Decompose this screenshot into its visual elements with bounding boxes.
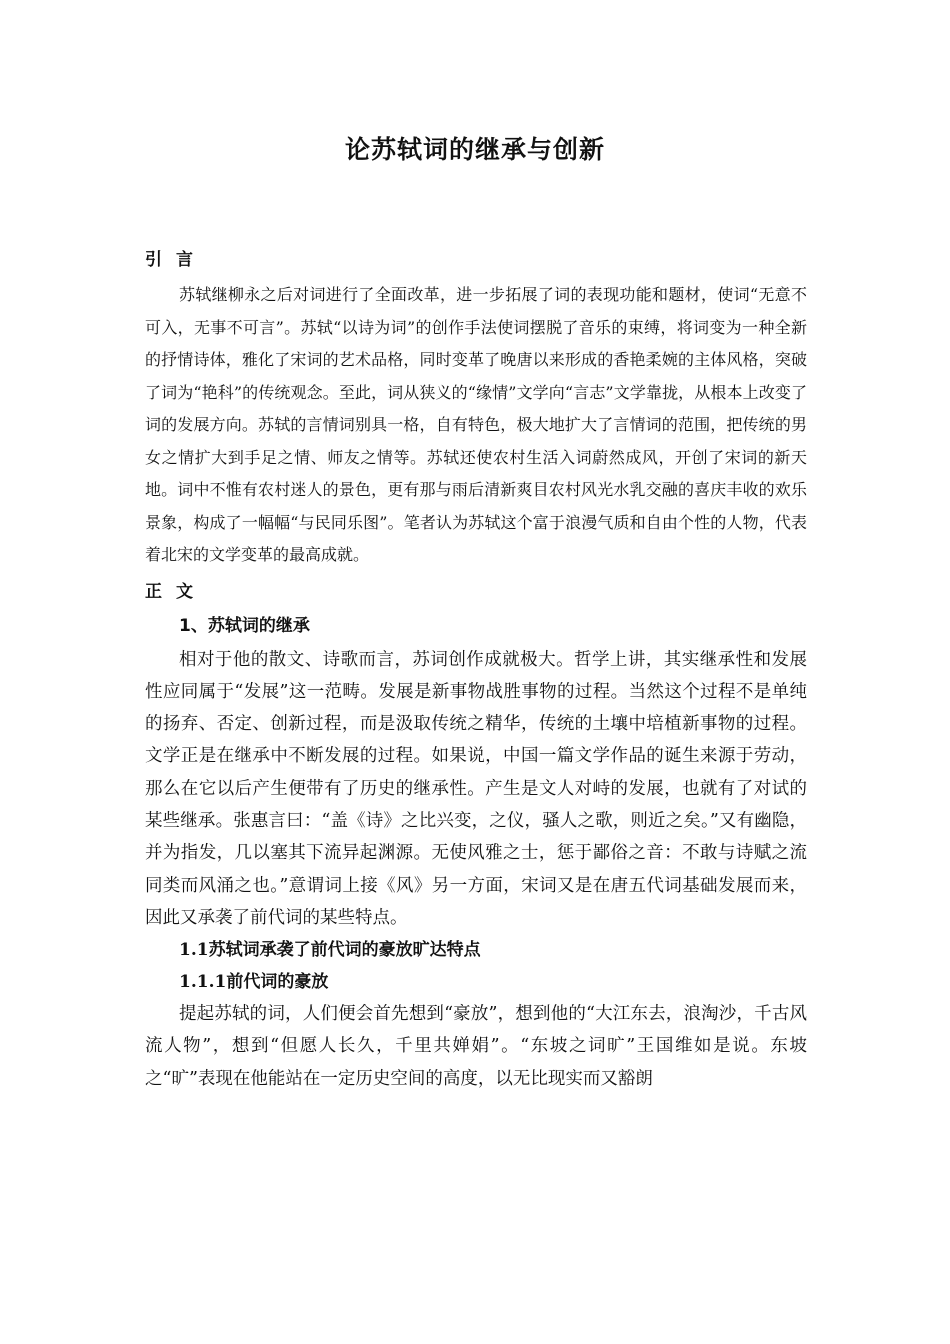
main-heading: 正文 (145, 581, 207, 602)
intro-heading: 引言 (145, 250, 207, 270)
section-1-1-1-paragraph: 提起苏轼的词，人们便会首先想到“豪放”，想到他的“大江东去，浪淘沙，千古风流人物”，想到“但愿人长久，千里共婵娟”。“东坡之词旷”王国维如是说。东坡之“旷”表现在他能站在一定历史空间的高度，以无比现实而又豁朗 (145, 1004, 807, 1089)
intro-paragraph: 苏轼继柳永之后对词进行了全面改革，进一步拓展了词的表现功能和题材，使词“无意不可入，无事不可言”。苏轼“以诗为词”的创作手法使词摆脱了音乐的束缚，将词变为一种全新的抒情诗体，雅化了宋词的艺术品格，同时变革了晚唐以来形成的香艳柔婉的主体风格，突破了词为“艳科”的传统观念。至此，词从狭义的“缘情”文学向“言志”文学靠拢，从根本上改变了词的发展方向。苏轼的言情词别具一格，自有特色，极大地扩大了言情词的范围，把传统的男女之情扩大到手足之情、师友之情等。苏轼还使农村生活入词蔚然成风，开创了宋词的新天地。词中不惟有农村迷人的景色，更有那与雨后清新爽目农村风光水乳交融的喜庆丰收的欢乐景象，构成了一幅幅“与民同乐图”。笔者认为苏轼这个富于浪漫气质和自由个性的人物，代表着北宋的文学变革的最高成就。 (145, 285, 807, 564)
paper-title: 论苏轼词的继承与创新 (344, 135, 605, 164)
section-1-1-heading: 1.1苏轼词承袭了前代词的豪放旷达特点 (179, 940, 481, 961)
section-1-paragraph: 相对于他的散文、诗歌而言，苏词创作成就极大。哲学上讲，其实继承性和发展性应同属于“发展”这一范畴。发展是新事物战胜事物的过程。当然这个过程不是单纯的扬弃、否定、创新过程，而是汲取传统之精华，传统的土壤中培植新事物的过程。文学正是在继承中不断发展的过程。如果说，中国一篇文学作品的诞生来源于劳动，那么在它以后产生便带有了历史的继承性。产生是文人对峙的发展，也就有了对试的某些继承。张惠言曰：“盖《诗》之比兴变，之仪，骚人之歌，则近之矣。”又有幽隐，并为指发，几以塞其下流异起渊源。无使风雅之士，惩于鄙俗之音：不敢与诗赋之流同类而风涌之也。”意谓词上接《风》另一方面，宋词又是在唐五代词基础发展而来，因此又承袭了前代词的某些特点。 (145, 649, 807, 928)
section-1-1-1-heading: 1.1.1前代词的豪放 (179, 972, 329, 993)
paper-body (145, 247, 807, 1095)
section-1-heading: 1、苏轼词的继承 (179, 615, 310, 636)
